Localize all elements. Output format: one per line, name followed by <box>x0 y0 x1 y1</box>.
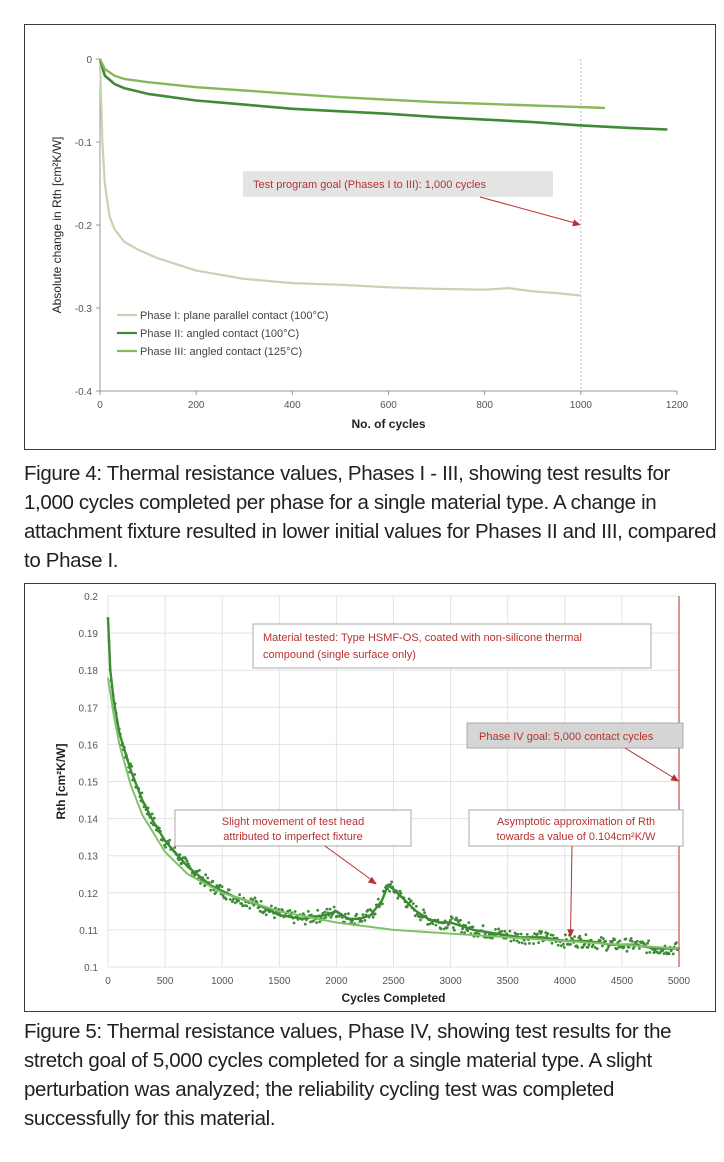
measured-point <box>521 942 524 945</box>
measured-point <box>503 930 506 933</box>
figure-4-chart-panel <box>24 24 716 450</box>
measured-point <box>500 930 503 933</box>
x-tick-label: 0 <box>105 976 111 987</box>
y-tick-label: 0.18 <box>78 666 98 678</box>
measured-point <box>576 946 579 949</box>
x-tick-label: 200 <box>187 400 205 411</box>
measured-point <box>237 899 240 902</box>
measured-point <box>440 928 443 931</box>
measured-point <box>422 908 425 911</box>
measured-point <box>270 905 273 908</box>
measured-point <box>613 938 616 941</box>
figure-4-caption: Figure 4: Thermal resistance values, Phases I - III, showing test results for 1,000 cycles completed per phase for a single material type. A change in attachment fixture resulted in lower initial values for Phases II and III, compared to Phase I. <box>24 462 717 572</box>
measured-point <box>618 940 621 943</box>
annotation-arrow <box>480 197 579 224</box>
measured-point <box>431 922 434 925</box>
measured-point <box>361 920 364 923</box>
measured-point <box>289 909 292 912</box>
measured-point <box>675 941 678 944</box>
measured-point <box>482 924 485 927</box>
measured-point <box>419 919 422 922</box>
figure-5-caption: Figure 5: Thermal resistance values, Phase IV, showing test results for the stretch goal of 5,000 cycles completed for a single material type. A slight perturbation was analyzed; the reliability cycling test was completed successfully for this material. <box>24 1020 672 1130</box>
figure-5-chart <box>25 584 715 1011</box>
measured-point <box>318 921 321 924</box>
measured-point <box>585 933 588 936</box>
measured-point <box>569 943 572 946</box>
y-tick-label: 0.16 <box>78 740 98 752</box>
measured-point <box>315 921 318 924</box>
y-tick-label: -0.1 <box>74 138 92 149</box>
y-tick-label: 0.15 <box>78 777 98 789</box>
y-tick-label: 0.14 <box>78 814 98 826</box>
measured-point <box>540 930 543 933</box>
measured-point <box>578 935 581 938</box>
y-tick-label: 0.1 <box>84 963 98 974</box>
measured-point <box>517 933 520 936</box>
measured-point <box>588 943 591 946</box>
measured-point <box>551 942 554 945</box>
y-tick-label: 0.11 <box>79 925 98 937</box>
annotation-arrow-head <box>572 219 581 226</box>
measured-point <box>209 889 212 892</box>
measured-point <box>626 950 629 953</box>
measured-point <box>449 919 452 922</box>
measured-point <box>601 945 604 948</box>
measured-point <box>451 917 454 920</box>
measured-point <box>377 898 380 901</box>
measured-point <box>408 898 411 901</box>
movement-annotation-text: Slight movement of test head <box>221 816 365 828</box>
measured-point <box>164 846 167 849</box>
measured-point <box>273 916 276 919</box>
measured-point <box>494 928 497 931</box>
measured-point <box>211 880 214 883</box>
y-tick-label: 0.2 <box>84 592 98 603</box>
y-axis-label: Absolute change in Rth [cm²K/W] <box>50 136 64 314</box>
x-tick-label: 400 <box>283 400 301 411</box>
measured-point <box>435 924 438 927</box>
measured-point <box>248 907 251 910</box>
measured-point <box>245 905 248 908</box>
measured-point <box>293 922 296 925</box>
measured-point <box>173 846 176 849</box>
measured-point <box>631 940 634 943</box>
movement-annotation-text: attributed to imperfect fixture <box>223 831 363 843</box>
measured-point <box>228 889 231 892</box>
measured-point <box>307 910 310 913</box>
measured-point <box>497 928 500 931</box>
y-tick-label: -0.3 <box>74 304 92 315</box>
measured-point <box>672 953 675 956</box>
measured-point <box>221 885 224 888</box>
y-tick-label: 0.13 <box>78 851 98 863</box>
measured-point <box>467 921 470 924</box>
legend-label: Phase I: plane parallel contact (100°C) <box>140 310 329 322</box>
y-axis-label: Rth [cm²K/W] <box>54 743 68 820</box>
measured-point <box>602 937 605 940</box>
measured-point <box>260 900 263 903</box>
measured-point <box>636 940 639 943</box>
measured-point <box>630 937 633 940</box>
measured-point <box>573 935 576 938</box>
measured-point <box>423 911 426 914</box>
measured-point <box>396 897 399 900</box>
x-tick-label: 4500 <box>610 976 634 987</box>
x-tick-label: 600 <box>380 400 397 411</box>
measured-point <box>518 941 521 944</box>
x-tick-label: 1000 <box>569 400 592 411</box>
measured-point <box>265 913 268 916</box>
measured-point <box>563 946 566 949</box>
measured-point <box>186 860 189 863</box>
measured-point <box>638 947 641 950</box>
measured-point <box>198 869 201 872</box>
measured-point <box>646 942 649 945</box>
material-annotation-box <box>253 624 651 668</box>
measured-point <box>645 951 648 954</box>
measured-point <box>316 909 319 912</box>
y-tick-label: 0.12 <box>78 888 98 900</box>
measured-point <box>452 926 455 929</box>
series-line-phase-2 <box>100 59 667 130</box>
measured-point <box>670 949 673 952</box>
measured-point <box>648 951 651 954</box>
asymptote-annotation-arrow-head <box>567 929 574 937</box>
measured-point <box>524 942 527 945</box>
y-tick-label: 0.17 <box>78 703 98 715</box>
measured-point <box>225 898 228 901</box>
x-tick-label: 1500 <box>268 976 291 987</box>
y-tick-label: -0.2 <box>74 221 92 232</box>
measured-point <box>564 933 567 936</box>
measured-point <box>254 897 257 900</box>
measured-point <box>466 929 469 932</box>
figure-4-chart <box>25 25 715 449</box>
measured-point <box>330 916 333 919</box>
measured-point <box>206 877 209 880</box>
measured-point <box>364 919 367 922</box>
measured-point <box>329 908 332 911</box>
x-tick-label: 3000 <box>439 976 462 987</box>
x-tick-label: 1200 <box>665 400 689 411</box>
measured-point <box>229 898 232 901</box>
measured-point <box>623 946 626 949</box>
measured-point <box>415 905 418 908</box>
measured-point <box>372 916 375 919</box>
measured-point <box>304 923 307 926</box>
measured-point <box>606 948 609 951</box>
goal-annotation-text: Phase IV goal: 5,000 contact cycles <box>479 731 654 743</box>
measured-point <box>587 946 590 949</box>
measured-point <box>355 913 358 916</box>
material-annotation-text: Material tested: Type HSMF-OS, coated with non-silicone thermal <box>263 632 582 644</box>
measured-point <box>520 933 523 936</box>
measured-point <box>625 938 628 941</box>
y-tick-label: 0.19 <box>78 629 98 641</box>
measured-point <box>231 900 234 903</box>
legend-label: Phase III: angled contact (125°C) <box>140 346 303 358</box>
measured-point <box>238 893 241 896</box>
x-axis-label: No. of cycles <box>351 417 426 431</box>
measured-point <box>592 944 595 947</box>
measured-point <box>547 932 550 935</box>
measured-point <box>232 898 235 901</box>
measured-point <box>599 939 602 942</box>
measured-point <box>410 899 413 902</box>
measured-point <box>412 902 415 905</box>
x-tick-label: 4000 <box>553 976 576 987</box>
measured-point <box>362 913 365 916</box>
measured-point <box>513 939 516 942</box>
measured-point <box>509 930 512 933</box>
measured-point <box>204 873 207 876</box>
measured-point <box>526 933 529 936</box>
measured-point <box>333 906 336 909</box>
measured-point <box>668 952 671 955</box>
measured-point <box>453 929 456 932</box>
series-line-phase-3 <box>100 59 605 108</box>
measured-point <box>557 944 560 947</box>
goal-annotation-arrow-head <box>670 774 679 781</box>
movement-annotation-arrow <box>325 846 376 883</box>
x-tick-label: 0 <box>97 400 103 411</box>
asymptote-annotation-arrow <box>571 846 572 935</box>
x-axis-label: Cycles Completed <box>341 991 446 1005</box>
measured-point <box>472 926 475 929</box>
measured-point <box>324 911 327 914</box>
measured-point <box>390 881 393 884</box>
measured-point <box>552 934 555 937</box>
measured-point <box>528 942 531 945</box>
x-tick-label: 2000 <box>325 976 348 987</box>
measured-point <box>344 913 347 916</box>
measured-point <box>532 942 535 945</box>
measured-point <box>294 910 297 913</box>
measured-point <box>459 919 462 922</box>
x-tick-label: 3500 <box>496 976 519 987</box>
legend-label: Phase II: angled contact (100°C) <box>140 328 300 340</box>
y-tick-label: 0 <box>86 55 92 66</box>
asymptote-annotation-text: towards a value of 0.104cm²K/W <box>496 831 656 843</box>
measured-point <box>240 902 243 905</box>
x-tick-label: 1000 <box>211 976 234 987</box>
measured-point <box>374 913 377 916</box>
measured-point <box>510 940 513 943</box>
measured-point <box>168 839 171 842</box>
measured-point <box>536 933 539 936</box>
measured-point <box>562 943 565 946</box>
figure-5-chart-panel <box>24 583 716 1012</box>
y-tick-label: -0.4 <box>74 387 92 398</box>
measured-point <box>537 941 540 944</box>
asymptote-annotation-text: Asymptotic approximation of Rth <box>496 816 656 828</box>
measured-point <box>326 908 329 911</box>
material-annotation-text: compound (single surface only) <box>263 649 416 661</box>
measured-point <box>388 890 391 893</box>
x-tick-label: 800 <box>476 400 494 411</box>
measured-point <box>446 926 449 929</box>
x-tick-label: 2500 <box>382 976 405 987</box>
x-tick-label: 5000 <box>667 976 691 987</box>
measured-point <box>647 939 650 942</box>
x-tick-label: 500 <box>156 976 174 987</box>
measured-point <box>347 912 350 915</box>
measured-point <box>604 940 607 943</box>
measured-point <box>215 891 218 894</box>
goal-annotation-arrow <box>625 748 678 781</box>
measured-point <box>596 947 599 950</box>
annotation-text: Test program goal (Phases I to III): 1,000 cycles <box>253 179 486 191</box>
